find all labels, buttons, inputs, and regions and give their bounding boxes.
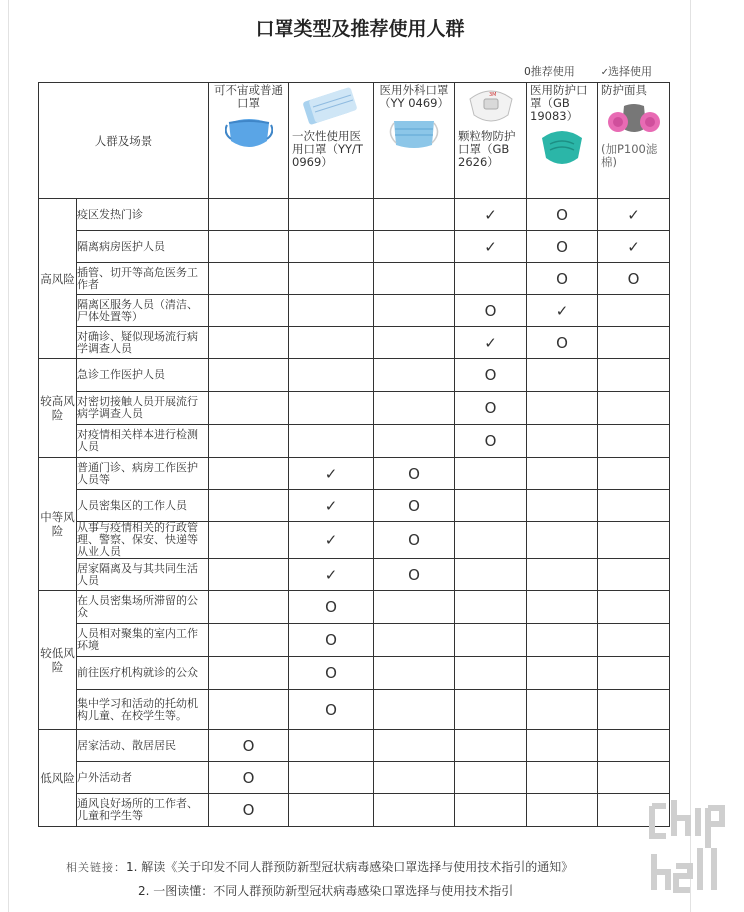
recommendation-mark-cell: O: [209, 730, 289, 762]
legend-optional: ✓选择使用: [601, 65, 652, 78]
recommendation-mark-cell: [455, 762, 527, 794]
table-row: [39, 359, 670, 392]
recommendation-mark-cell: ✓: [289, 458, 374, 490]
recommendation-mark-cell: [209, 690, 289, 730]
recommendation-mark-cell: [289, 231, 374, 263]
recommendation-mark-cell: O: [455, 392, 527, 425]
recommendation-mark-cell: [527, 425, 598, 458]
recommendation-mark-cell: O: [374, 559, 455, 591]
medical-respirator-icon: [536, 126, 588, 170]
recommendation-mark-cell: O: [598, 263, 670, 295]
recommendation-mark-cell: [209, 199, 289, 231]
table-row: [39, 425, 670, 458]
recommendation-mark-cell: [209, 490, 289, 522]
recommendation-mark-cell: [209, 559, 289, 591]
recommendation-mark-cell: [455, 657, 527, 690]
recommendation-mark-cell: O: [374, 458, 455, 490]
recommendation-mark-cell: [598, 490, 670, 522]
recommendation-mark-cell: O: [209, 794, 289, 827]
recommendation-mark-cell: [289, 199, 374, 231]
recommendation-mark-cell: [455, 690, 527, 730]
risk-level-cell: 较高风险: [39, 359, 77, 458]
scene-cell: 隔离区服务人员（清洁、尸体处置等）: [77, 295, 209, 327]
recommendation-mark-cell: [455, 263, 527, 295]
table-row: [39, 690, 670, 730]
legend-recommend: O推荐使用: [524, 65, 575, 78]
recommendation-mark-cell: [527, 458, 598, 490]
risk-level-cell: 高风险: [39, 199, 77, 359]
recommendation-mark-cell: [289, 762, 374, 794]
recommendation-mark-cell: ✓: [455, 327, 527, 359]
recommendation-mark-cell: [598, 657, 670, 690]
column-label: 可不宙或普通口罩: [214, 83, 283, 110]
table-row: [39, 591, 670, 624]
recommendation-mark-cell: [209, 657, 289, 690]
related-link-1[interactable]: 1. 解读《关于印发不同人群预防新型冠状病毒感染口罩选择与使用技术指引的通知》: [126, 860, 574, 874]
recommendation-mark-cell: [598, 591, 670, 624]
column-header-disposable-mask: [289, 83, 374, 199]
recommendation-mark-cell: [209, 624, 289, 657]
recommendation-mark-cell: [455, 591, 527, 624]
left-frame-line: [8, 0, 9, 912]
scene-cell: 对密切接触人员开展流行病学调查人员: [77, 392, 209, 425]
column-header-particulate-respirator: [455, 83, 527, 199]
scene-cell: 插管、切开等高危医务工作者: [77, 263, 209, 295]
svg-text:3M: 3M: [488, 92, 496, 98]
column-label: 医用外科口罩（YY 0469）: [379, 83, 449, 110]
recommendation-mark-cell: [374, 794, 455, 827]
recommendation-mark-cell: [374, 690, 455, 730]
recommendation-mark-cell: ✓: [527, 295, 598, 327]
risk-level-cell: 低风险: [39, 730, 77, 827]
corner-header: [39, 83, 209, 199]
recommendation-mark-cell: [289, 359, 374, 392]
recommendation-mark-cell: [455, 522, 527, 559]
recommendation-mark-cell: [374, 327, 455, 359]
table-row: [39, 490, 670, 522]
recommendation-mark-cell: [374, 425, 455, 458]
recommendation-mark-cell: [209, 392, 289, 425]
scene-cell: 在人员密集场所滞留的公众: [77, 591, 209, 624]
recommendation-mark-cell: O: [289, 690, 374, 730]
scene-cell: 居家活动、散居居民: [77, 730, 209, 762]
table-row: [39, 263, 670, 295]
recommendation-mark-cell: ✓: [455, 199, 527, 231]
table-row: [39, 730, 670, 762]
recommendation-mark-cell: [598, 425, 670, 458]
recommendation-mark-cell: O: [527, 231, 598, 263]
right-frame-line: [690, 0, 691, 912]
recommendation-mark-cell: [209, 231, 289, 263]
scene-cell: 户外活动者: [77, 762, 209, 794]
recommendation-mark-cell: O: [455, 295, 527, 327]
recommendation-mark-cell: O: [374, 522, 455, 559]
column-label: 一次性使用医用口罩（YY/T 0969）: [292, 129, 363, 169]
recommendation-mark-cell: [527, 490, 598, 522]
recommendation-mark-cell: [527, 624, 598, 657]
column-label: 颗粒物防护口罩（GB 2626）: [458, 129, 516, 169]
recommendation-mark-cell: [374, 263, 455, 295]
recommendation-mark-cell: [374, 231, 455, 263]
table-row: [39, 624, 670, 657]
column-header-plain-mask: [209, 83, 289, 199]
recommendation-mark-cell: [527, 559, 598, 591]
gas-mask-icon: [606, 100, 662, 140]
recommendation-mark-cell: O: [527, 327, 598, 359]
recommendation-mark-cell: [289, 327, 374, 359]
page-title: 口罩类型及推荐使用人群: [255, 18, 465, 40]
recommendation-mark-cell: O: [455, 425, 527, 458]
corner-label: 人群及场景: [94, 133, 153, 148]
table-row: [39, 458, 670, 490]
scene-cell: 隔离病房医护人员: [77, 231, 209, 263]
table-row: [39, 657, 670, 690]
recommendation-mark-cell: [209, 327, 289, 359]
table-row: [39, 199, 670, 231]
scene-cell: 人员相对聚集的室内工作环境: [77, 624, 209, 657]
recommendation-mark-cell: [527, 730, 598, 762]
recommendation-mark-cell: [374, 762, 455, 794]
recommendation-mark-cell: [289, 794, 374, 827]
table-row: [39, 559, 670, 591]
scene-cell: 对疫情相关样本进行检测人员: [77, 425, 209, 458]
recommendation-mark-cell: [527, 657, 598, 690]
recommendation-mark-cell: [527, 591, 598, 624]
recommendation-mark-cell: [455, 730, 527, 762]
scene-cell: 前往医疗机构就诊的公众: [77, 657, 209, 690]
recommendation-mark-cell: [209, 425, 289, 458]
recommendation-mark-cell: [374, 624, 455, 657]
recommendation-mark-cell: [374, 657, 455, 690]
recommendation-mark-cell: ✓: [455, 231, 527, 263]
recommendation-mark-cell: [598, 624, 670, 657]
links-label: 相关链接：: [66, 861, 126, 874]
recommendation-mark-cell: [527, 762, 598, 794]
scene-cell: 集中学习和活动的托幼机构儿童、在校学生等。: [77, 690, 209, 730]
recommendation-mark-cell: [209, 458, 289, 490]
recommendation-mark-cell: [527, 690, 598, 730]
recommendation-mark-cell: [209, 522, 289, 559]
recommendation-mark-cell: [374, 359, 455, 392]
surgical-mask-icon: [386, 113, 442, 153]
recommendation-mark-cell: [598, 295, 670, 327]
recommendation-mark-cell: [527, 522, 598, 559]
table-row: [39, 522, 670, 559]
recommendation-mark-cell: [455, 458, 527, 490]
scene-cell: 通风良好场所的工作者、儿童和学生等: [77, 794, 209, 827]
column-label-main: 防护面具: [601, 83, 647, 97]
recommendation-mark-cell: [527, 794, 598, 827]
risk-level-cell: 中等风险: [39, 458, 77, 591]
header-row: [39, 83, 670, 199]
recommendation-mark-cell: [209, 591, 289, 624]
recommendation-mark-cell: O: [527, 263, 598, 295]
recommendation-mark-cell: O: [374, 490, 455, 522]
recommendation-mark-cell: [374, 295, 455, 327]
recommendation-mark-cell: [374, 199, 455, 231]
scene-cell: 疫区发热门诊: [77, 199, 209, 231]
recommendation-mark-cell: [598, 522, 670, 559]
mask-recommendation-table: [38, 82, 670, 827]
recommendation-mark-cell: [209, 359, 289, 392]
particulate-respirator-icon: [462, 85, 520, 127]
recommendation-mark-cell: [289, 425, 374, 458]
recommendation-mark-cell: O: [527, 199, 598, 231]
table-row: [39, 392, 670, 425]
recommendation-mark-cell: [455, 794, 527, 827]
recommendation-mark-cell: [209, 295, 289, 327]
recommendation-mark-cell: [289, 730, 374, 762]
recommendation-mark-cell: [527, 359, 598, 392]
scene-cell: 居家隔离及与其共同生活人员: [77, 559, 209, 591]
recommendation-mark-cell: ✓: [598, 199, 670, 231]
recommendation-mark-cell: ✓: [289, 490, 374, 522]
recommendation-mark-cell: ✓: [598, 231, 670, 263]
recommendation-mark-cell: [455, 490, 527, 522]
recommendation-mark-cell: O: [289, 657, 374, 690]
recommendation-mark-cell: O: [289, 624, 374, 657]
table-body: [39, 199, 670, 827]
blue-fabric-mask-icon: [225, 113, 273, 153]
scene-cell: 从事与疫情相关的行政管理、警察、保安、快递等从业人员: [77, 522, 209, 559]
risk-level-cell: 较低风险: [39, 591, 77, 730]
recommendation-mark-cell: [289, 263, 374, 295]
column-header-medical-respirator: [527, 83, 598, 199]
table-row: [39, 295, 670, 327]
recommendation-mark-cell: [455, 559, 527, 591]
table-row: [39, 231, 670, 263]
recommendation-mark-cell: [289, 392, 374, 425]
recommendation-mark-cell: [455, 624, 527, 657]
recommendation-mark-cell: O: [455, 359, 527, 392]
recommendation-mark-cell: [598, 327, 670, 359]
column-label-note: (加P100滤棉): [601, 142, 658, 169]
table-row: [39, 327, 670, 359]
recommendation-mark-cell: [374, 392, 455, 425]
legend: [504, 63, 652, 79]
column-header-gas-mask: [598, 83, 670, 199]
recommendation-mark-cell: [527, 392, 598, 425]
recommendation-mark-cell: [598, 762, 670, 794]
disposable-mask-icon: [299, 85, 363, 127]
recommendation-mark-cell: [598, 458, 670, 490]
recommendation-mark-cell: O: [209, 762, 289, 794]
recommendation-mark-cell: ✓: [289, 559, 374, 591]
scene-cell: 普通门诊、病房工作医护人员等: [77, 458, 209, 490]
scene-cell: 人员密集区的工作人员: [77, 490, 209, 522]
related-link-2[interactable]: 2. 一图读懂：不同人群预防新型冠状病毒感染口罩选择与使用技术指引: [138, 884, 514, 898]
recommendation-mark-cell: O: [289, 591, 374, 624]
recommendation-mark-cell: [209, 263, 289, 295]
footer-line-2: [138, 882, 513, 899]
recommendation-mark-cell: [598, 359, 670, 392]
scene-cell: 对确诊、疑似现场流行病学调查人员: [77, 327, 209, 359]
table-row: [39, 794, 670, 827]
recommendation-mark-cell: [374, 730, 455, 762]
footer-line-1: [66, 858, 573, 875]
recommendation-mark-cell: [289, 295, 374, 327]
chiphell-watermark-logo: [646, 796, 728, 896]
table-row: [39, 762, 670, 794]
recommendation-mark-cell: ✓: [289, 522, 374, 559]
recommendation-mark-cell: [598, 690, 670, 730]
column-label: 医用防护口罩（GB 19083）: [530, 83, 588, 123]
column-header-surgical-mask: [374, 83, 455, 199]
recommendation-mark-cell: [598, 730, 670, 762]
scene-cell: 急诊工作医护人员: [77, 359, 209, 392]
recommendation-mark-cell: [374, 591, 455, 624]
recommendation-mark-cell: [598, 559, 670, 591]
recommendation-mark-cell: [598, 392, 670, 425]
